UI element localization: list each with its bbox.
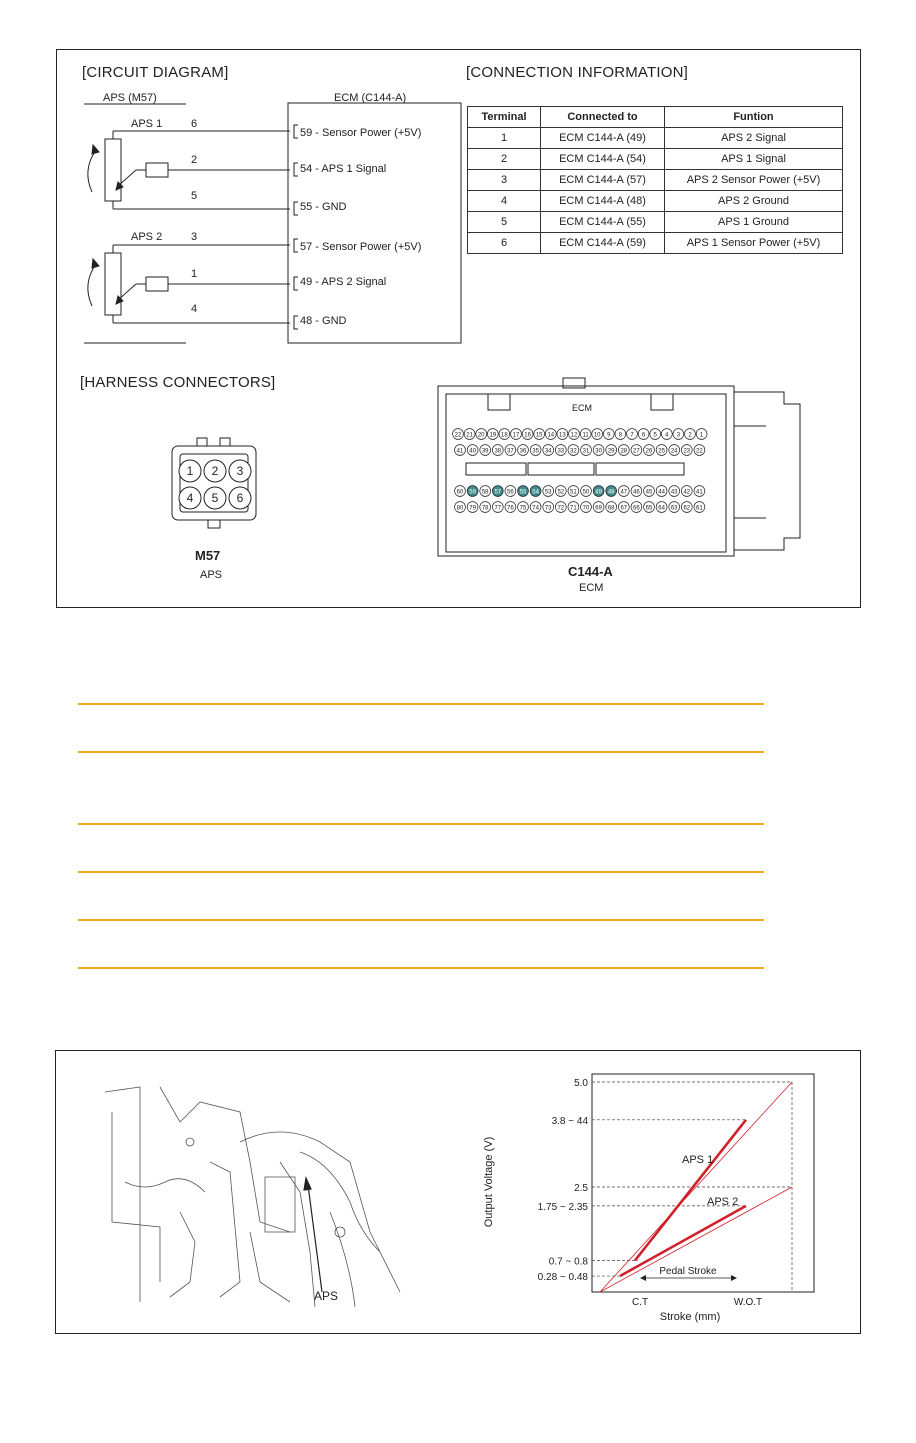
ecm-pin-number: 10 bbox=[593, 432, 601, 439]
ecm-pin-number: 53 bbox=[544, 489, 552, 496]
ecm-pin-49: 49 - APS 2 Signal bbox=[300, 276, 387, 288]
ecm-pin-number: 67 bbox=[620, 505, 628, 512]
ecm-pin-number: 4 bbox=[665, 432, 669, 439]
m57-pin-label: 1 bbox=[186, 464, 194, 478]
ecm-pin-number: 69 bbox=[595, 505, 602, 512]
y-tick-label: 0.28 ~ 0.48 bbox=[537, 1272, 588, 1284]
ecm-pin-number: 59 bbox=[469, 489, 476, 496]
divider-rule bbox=[78, 967, 764, 969]
wire-num-1: 1 bbox=[191, 268, 198, 280]
col-connected-to: Connected to bbox=[541, 107, 665, 128]
ecm-pin-number: 12 bbox=[570, 432, 578, 439]
ecm-pin-number: 76 bbox=[507, 505, 514, 512]
ecm-pin-number: 55 bbox=[519, 489, 527, 496]
aps-pointer-label: APS bbox=[314, 1289, 339, 1303]
ecm-pin-number: 39 bbox=[481, 448, 489, 455]
pedal-stroke-arrowhead-left bbox=[640, 1275, 646, 1281]
connected-cell: ECM C144-A (55) bbox=[541, 212, 665, 233]
function-cell: APS 1 Signal bbox=[665, 149, 843, 170]
ecm-pin-number: 60 bbox=[456, 489, 464, 496]
m57-sub: APS bbox=[200, 569, 223, 581]
aps2-label: APS 2 bbox=[131, 231, 163, 243]
ecm-pin-number: 35 bbox=[532, 448, 539, 455]
ecm-pin-number: 23 bbox=[683, 448, 691, 455]
ecm-pin-number: 64 bbox=[658, 505, 665, 512]
ecm-pin-number: 22 bbox=[696, 448, 703, 455]
terminal-cell: 2 bbox=[468, 149, 541, 170]
ecm-pin-57: 57 - Sensor Power (+5V) bbox=[300, 241, 422, 253]
circuit-diagram-title: [CIRCUIT DIAGRAM] bbox=[82, 64, 229, 81]
ecm-pin-number: 77 bbox=[494, 505, 502, 512]
ecm-pin-number: 48 bbox=[607, 489, 615, 496]
y-tick-label: 3.8 ~ 44 bbox=[551, 1115, 588, 1127]
installation-illustration bbox=[100, 1082, 405, 1312]
ecm-pin-number: 66 bbox=[633, 505, 640, 512]
y-tick-label: 2.5 bbox=[574, 1183, 588, 1194]
ecm-pin-number: 27 bbox=[633, 448, 640, 455]
ecm-pin-number: 45 bbox=[645, 489, 653, 496]
x-tick-label: C.T bbox=[631, 1297, 649, 1308]
ecm-pin-number: 63 bbox=[670, 505, 678, 512]
ecm-pin-number: 46 bbox=[633, 489, 640, 496]
ecm-pin-number: 28 bbox=[620, 448, 628, 455]
connection-info-title: [CONNECTION INFORMATION] bbox=[466, 64, 689, 81]
m57-pin-label: 6 bbox=[236, 491, 244, 505]
ecm-pin-number: 15 bbox=[535, 432, 543, 439]
aps2-series-label: APS 2 bbox=[707, 1196, 739, 1208]
ecm-pin-number: 62 bbox=[683, 505, 691, 512]
ecm-pin-number: 13 bbox=[559, 432, 566, 439]
pedal-stroke-label: Pedal Stroke bbox=[659, 1266, 717, 1277]
ecm-pin-number: 16 bbox=[524, 432, 531, 439]
ecm-pin-number: 75 bbox=[519, 505, 527, 512]
ecm-pin-number: 78 bbox=[481, 505, 489, 512]
ecm-pin-number: 40 bbox=[469, 448, 476, 455]
terminal-cell: 5 bbox=[468, 212, 541, 233]
ecm-pin-55: 55 - GND bbox=[300, 201, 347, 213]
divider-rule bbox=[78, 751, 764, 753]
aps1-series-label: APS 1 bbox=[682, 1154, 714, 1166]
harness-connectors-title: [HARNESS CONNECTORS] bbox=[80, 374, 276, 391]
ecm-pin-number: 24 bbox=[670, 448, 678, 455]
connected-cell: ECM C144-A (54) bbox=[541, 149, 665, 170]
aps-header: APS (M57) bbox=[103, 92, 157, 104]
ecm-pin-number: 14 bbox=[547, 432, 555, 439]
function-cell: APS 1 Sensor Power (+5V) bbox=[665, 233, 843, 254]
ecm-connector-body bbox=[0, 0, 916, 620]
ecm-pin-number: 56 bbox=[507, 489, 514, 496]
ecm-pin-number: 1 bbox=[699, 432, 704, 439]
ecm-pin-number: 30 bbox=[595, 448, 602, 455]
terminal-cell: 6 bbox=[468, 233, 541, 254]
ecm-pin-number: 36 bbox=[519, 448, 527, 455]
ecm-pin-59: 59 - Sensor Power (+5V) bbox=[300, 127, 422, 139]
ecm-pin-48: 48 - GND bbox=[300, 315, 347, 327]
ecm-pin-array bbox=[450, 424, 720, 519]
y-tick-label: 0.7 ~ 0.8 bbox=[548, 1256, 588, 1268]
ecm-pin-number: 32 bbox=[570, 448, 577, 455]
ecm-pin-number: 79 bbox=[469, 505, 476, 512]
wire-num-3: 3 bbox=[191, 231, 198, 243]
chart-frame bbox=[592, 1074, 814, 1292]
ecm-pin-number: 74 bbox=[532, 505, 539, 512]
ecm-pin-number: 22 bbox=[454, 432, 462, 439]
function-cell: APS 2 Sensor Power (+5V) bbox=[665, 170, 843, 191]
ecm-pin-number: 51 bbox=[570, 489, 577, 496]
wire-num-2: 2 bbox=[191, 154, 198, 166]
ecm-header: ECM (C144-A) bbox=[334, 92, 407, 104]
ecm-pin-number: 29 bbox=[607, 448, 615, 455]
ecm-pin-number: 41 bbox=[696, 489, 703, 496]
m57-name: M57 bbox=[195, 548, 221, 563]
divider-rule bbox=[78, 703, 764, 705]
ecm-pin-number: 70 bbox=[582, 505, 590, 512]
x-axis-label: Stroke (mm) bbox=[659, 1311, 721, 1323]
ecm-pin-number: 7 bbox=[630, 432, 634, 439]
pedal-stroke-arrowhead-right bbox=[731, 1275, 737, 1281]
ecm-pin-number: 19 bbox=[489, 432, 497, 439]
output-voltage-chart bbox=[470, 1060, 830, 1325]
y-tick-label: 5.0 bbox=[574, 1078, 588, 1089]
connected-cell: ECM C144-A (57) bbox=[541, 170, 665, 191]
terminal-cell: 3 bbox=[468, 170, 541, 191]
ecm-pin-number: 47 bbox=[620, 489, 628, 496]
ecm-pin-number: 31 bbox=[582, 448, 590, 455]
ecm-connector-name: C144-A bbox=[568, 564, 613, 579]
terminal-cell: 4 bbox=[468, 191, 541, 212]
wire-num-6: 6 bbox=[191, 118, 198, 130]
connected-cell: ECM C144-A (49) bbox=[541, 128, 665, 149]
ecm-pin-number: 57 bbox=[494, 489, 502, 496]
ecm-pin-number: 54 bbox=[532, 489, 539, 496]
function-cell: APS 2 Ground bbox=[665, 191, 843, 212]
ecm-pin-number: 20 bbox=[477, 432, 485, 439]
x-tick-label: W.O.T bbox=[733, 1297, 763, 1308]
y-axis-label: Output Voltage (V) bbox=[483, 1136, 495, 1228]
ecm-pin-number: 21 bbox=[466, 432, 473, 439]
ecm-pin-54: 54 - APS 1 Signal bbox=[300, 163, 387, 175]
ecm-pin-number: 80 bbox=[456, 505, 464, 512]
ecm-pin-number: 25 bbox=[658, 448, 665, 455]
ecm-pin-number: 71 bbox=[570, 505, 577, 512]
ecm-pin-number: 65 bbox=[645, 505, 653, 512]
ecm-pin-number: 72 bbox=[557, 505, 565, 512]
ecm-pin-number: 52 bbox=[557, 489, 565, 496]
ecm-pin-number: 26 bbox=[645, 448, 653, 455]
ecm-pin-number: 3 bbox=[676, 432, 681, 439]
ecm-pin-number: 17 bbox=[512, 432, 520, 439]
ecm-pin-number: 18 bbox=[501, 432, 508, 439]
terminal-cell: 1 bbox=[468, 128, 541, 149]
ecm-pin-number: 34 bbox=[544, 448, 552, 455]
ecm-pin-number: 5 bbox=[653, 432, 657, 439]
wire-num-5: 5 bbox=[191, 190, 198, 202]
ecm-pin-number: 38 bbox=[494, 448, 502, 455]
ecm-pin-number: 2 bbox=[688, 432, 692, 439]
divider-rule bbox=[78, 919, 764, 921]
ecm-inner-label: ECM bbox=[572, 403, 592, 413]
function-cell: APS 1 Ground bbox=[665, 212, 843, 233]
m57-pin-label: 3 bbox=[236, 464, 244, 478]
divider-rule bbox=[78, 871, 764, 873]
ecm-pin-number: 68 bbox=[607, 505, 615, 512]
col-function: Funtion bbox=[665, 107, 843, 128]
y-tick-label: 1.75 ~ 2.35 bbox=[537, 1201, 588, 1213]
ecm-pin-number: 43 bbox=[670, 489, 678, 496]
ecm-pin-number: 42 bbox=[683, 489, 691, 496]
connected-cell: ECM C144-A (48) bbox=[541, 191, 665, 212]
m57-pin-label: 4 bbox=[186, 491, 194, 505]
ecm-pin-number: 41 bbox=[456, 448, 464, 455]
wire-num-4: 4 bbox=[191, 303, 198, 315]
ecm-pin-number: 73 bbox=[544, 505, 552, 512]
aps1-series-line bbox=[635, 1120, 746, 1261]
ecm-pin-number: 44 bbox=[658, 489, 665, 496]
ecm-pin-number: 11 bbox=[582, 432, 589, 439]
ecm-pin-number: 58 bbox=[481, 489, 489, 496]
divider-rule bbox=[78, 823, 764, 825]
ecm-pin-number: 9 bbox=[607, 432, 611, 439]
m57-pin-label: 5 bbox=[211, 491, 219, 505]
col-terminal: Terminal bbox=[468, 107, 541, 128]
ecm-pin-number: 50 bbox=[582, 489, 590, 496]
function-cell: APS 2 Signal bbox=[665, 128, 843, 149]
m57-pin-label: 2 bbox=[211, 464, 219, 478]
ecm-connector-sub: ECM bbox=[579, 582, 604, 594]
ecm-pin-number: 8 bbox=[618, 432, 623, 439]
connected-cell: ECM C144-A (59) bbox=[541, 233, 665, 254]
ecm-pin-number: 49 bbox=[595, 489, 602, 496]
ecm-pin-number: 33 bbox=[557, 448, 565, 455]
ecm-pin-number: 61 bbox=[696, 505, 703, 512]
ecm-pin-number: 6 bbox=[641, 432, 646, 439]
aps1-label: APS 1 bbox=[131, 118, 163, 130]
ecm-pin-number: 37 bbox=[507, 448, 514, 455]
